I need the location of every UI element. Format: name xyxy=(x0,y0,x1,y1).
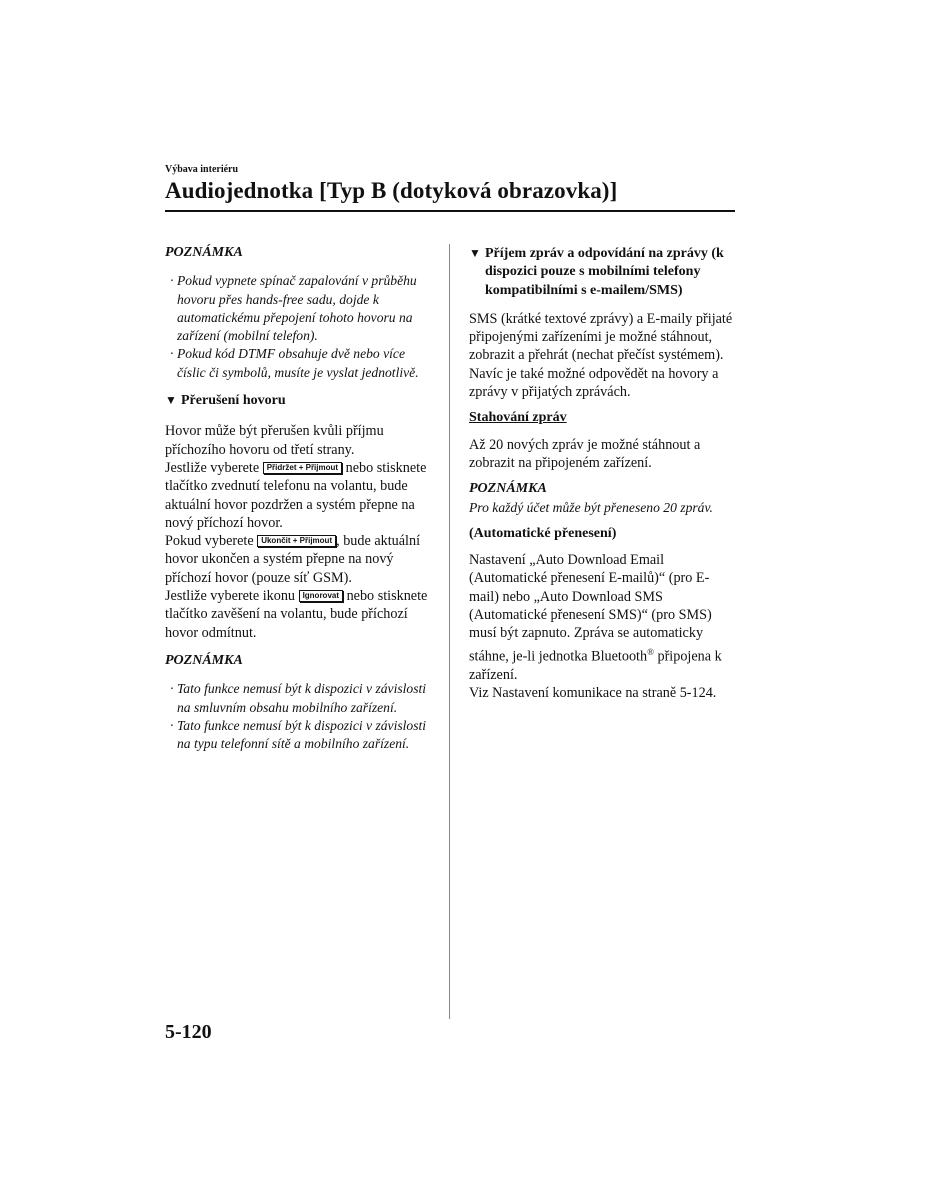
paragraph: Až 20 nových zpráv je možné stáhnout a zobrazit na připojeném zařízení. xyxy=(469,436,701,471)
paragraph: SMS (krátké textové zprávy) a E-maily přijaté připojenými zařízeními je možné stáhnout, zobrazit a přehrát (nechat přečíst systémem). xyxy=(469,310,733,364)
note-text: Pokud vypnete spínač zapalování v průběhu hovoru přes hands-free sadu, dojde k automatickému přepojení tohoto hovoru na zařízení (mobilní telefon). xyxy=(177,273,417,344)
note-text: Pokud kód DTMF obsahuje dvě nebo více číslic či symbolů, musíte je vyslat jednotlivě. xyxy=(177,346,419,380)
registered-mark: ® xyxy=(647,646,654,657)
list-item xyxy=(165,272,433,345)
paragraph xyxy=(165,459,433,532)
paragraph: Hovor může být přerušen kvůli příjmu příchozího hovoru od třetí strany. xyxy=(165,423,384,458)
subsection-heading-text: Přerušení hovoru xyxy=(181,393,286,409)
subsection-heading xyxy=(469,244,737,300)
hold-accept-button-label: Přidržet + Přijmout xyxy=(263,462,342,474)
paragraph-text: Jestliže vyberete ikonu xyxy=(165,588,299,605)
note-heading: POZNÁMKA xyxy=(165,245,243,260)
paragraph-text: nebo stisknete tlačítko zvednutí telefonu na volantu, bude aktuální hovor pozdržen a systém přepne na nový příchozí hovor. xyxy=(165,459,427,531)
paragraph: Navíc je také možné odpovědět na hovory a zprávy v přijatých zprávách. xyxy=(469,365,719,401)
note-heading: POZNÁMKA xyxy=(469,481,547,497)
bullet-icon: · xyxy=(170,346,174,362)
download-heading: Stahování zpráv xyxy=(469,410,567,426)
bullet-icon: · xyxy=(170,717,174,733)
left-column xyxy=(165,244,433,753)
cross-reference: Viz Nastavení komunikace na straně 5-124. xyxy=(469,684,717,701)
subsection-heading xyxy=(165,391,433,410)
title-rule xyxy=(165,210,735,212)
subsection-heading-text: Příjem zpráv a odpovídání na zprávy (k dispozici pouze s mobilními telefony kompatibilními s e-mailem/SMS) xyxy=(485,246,724,298)
right-column xyxy=(469,244,737,702)
list-item xyxy=(165,680,433,717)
end-accept-button-label: Ukončit + Přijmout xyxy=(257,535,336,547)
note-text: Pro každý účet může být přeneseno 20 zpráv. xyxy=(469,499,713,515)
paragraph-text: připojena k zařízení. xyxy=(469,648,722,683)
list-item xyxy=(165,345,433,382)
note-list xyxy=(165,680,433,753)
paragraph-text: nebo stisknete tlačítko zavěšení na volantu, bude příchozí hovor odmítnut. xyxy=(165,588,428,641)
page-title: Audiojednotka [Typ B (dotyková obrazovka)] xyxy=(165,178,618,203)
page-number: 5-120 xyxy=(165,1021,212,1043)
note-text: Tato funkce nemusí být k dispozici v závislosti na smluvním obsahu mobilního zařízení. xyxy=(177,681,427,715)
note-list xyxy=(165,272,433,382)
note-heading: POZNÁMKA xyxy=(165,652,243,668)
section-label: Výbava interiéru xyxy=(165,164,239,175)
paragraph xyxy=(469,551,737,684)
bullet-icon: · xyxy=(170,681,174,697)
bullet-icon: · xyxy=(170,273,174,289)
auto-download-heading: (Automatické přenesení) xyxy=(469,525,617,541)
paragraph-text: Nastavení „Auto Download Email (Automatické přenesení E-mailů)“ (pro E-mail) nebo „Auto Download SMS (Automatické přenesení SMS)“ (pro SMS) musí být zapnuto. Zpráva se automaticky stáhne, je-li jednotka Bluetooth xyxy=(469,552,712,665)
list-item xyxy=(165,717,433,754)
note-text: Tato funkce nemusí být k dispozici v závislosti na typu telefonní sítě a mobilního zařízení. xyxy=(177,717,427,752)
paragraph xyxy=(165,587,433,642)
triangle-down-icon: ▼ xyxy=(469,246,481,260)
ignore-button-label: Ignorovat xyxy=(299,590,343,602)
triangle-down-icon: ▼ xyxy=(165,393,177,408)
paragraph-text: , bude aktuální hovor ukončen a systém přepne na nový příchozí hovor (pouze síť GSM). xyxy=(165,533,421,586)
paragraph-text: Jestliže vyberete xyxy=(165,459,263,476)
paragraph xyxy=(165,532,433,587)
paragraph-text: Pokud vyberete xyxy=(165,533,258,550)
column-divider xyxy=(449,244,450,1019)
